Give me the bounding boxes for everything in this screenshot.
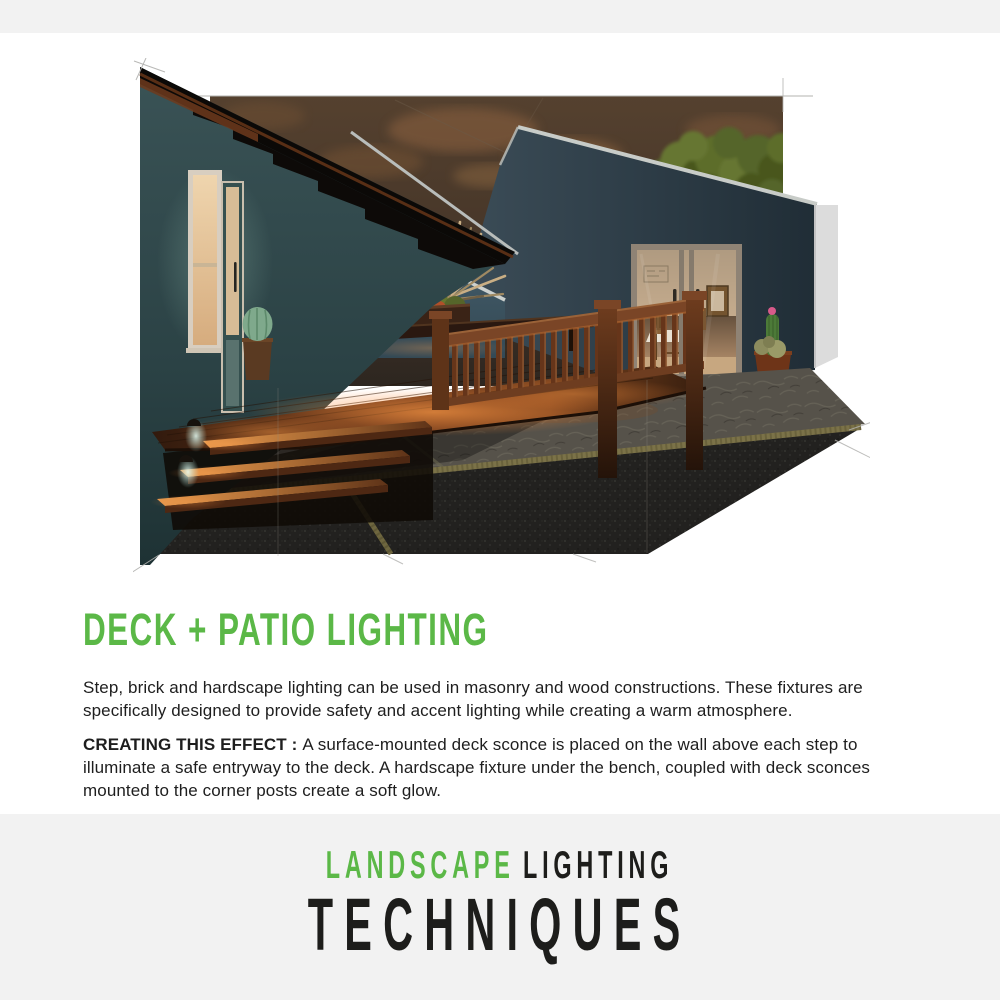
lit-window [186, 170, 224, 353]
door-handle [234, 262, 237, 292]
cactus-flower [768, 307, 776, 315]
brand-word-lighting: LIGHTING [523, 844, 674, 887]
entry-door [222, 182, 243, 412]
barrel-cactus [242, 307, 273, 380]
footer-title-text: TECHNIQUES [308, 883, 692, 966]
side-slab [815, 205, 838, 368]
intro-paragraph: Step, brick and hardscape lighting can be used in masonry and wood constructions. These fixtures are specifically designed to provide safety and accent lighting while creating a warm atmosphere. [83, 678, 863, 720]
top-bar [0, 0, 1000, 33]
brand-word-landscape: LANDSCAPE [326, 844, 516, 887]
section-heading [83, 604, 662, 656]
section-heading-text: DECK + PATIO LIGHTING [83, 604, 489, 655]
footer-title [0, 882, 1000, 967]
effect-paragraph [83, 733, 921, 802]
footer-band [0, 814, 1000, 1000]
hero-illustration [133, 58, 870, 603]
effect-text: A surface-mounted deck sconce is placed on the wall above each step to illuminate a safe entryway to the deck. A hardscape fixture under the bench, coupled with deck sconces mounted to the corner posts create a soft glow. [83, 735, 870, 800]
effect-label: CREATING THIS EFFECT : [83, 735, 298, 754]
